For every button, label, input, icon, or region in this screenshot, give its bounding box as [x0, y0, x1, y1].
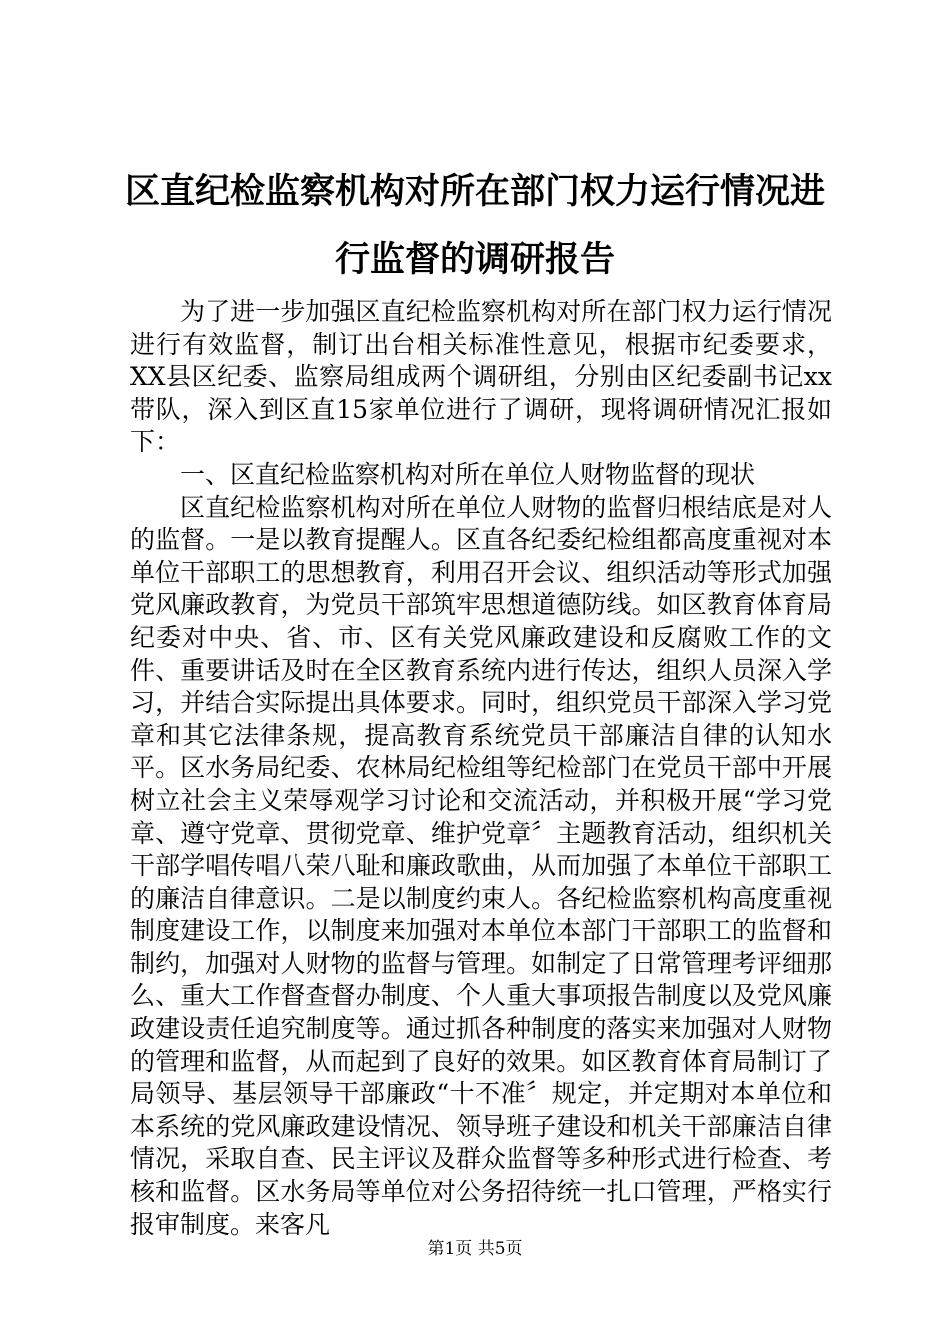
page-footer: 第1页 共5页	[427, 1239, 523, 1259]
body-paragraph: 区直纪检监察机构对所在单位人财物的监督归根结底是对人的监督。一是以教育提醒人。区直各纪委纪检组都高度重视对本单位干部职工的思想教育，利用召开会议、组织活动等形式加强党风廉政教育，为党员干部筑牢思想道德防线。如区教育体育局纪委对中央、省、市、区有关党风廉政建设和反腐败工作的文件、重要讲话及时在全区教育系统内进行传达，组织人员深入学习，并结合实际提出具体要求。同时，组织党员干部深入学习党章和其它法律条规，提高教育系统党员干部廉洁自律的认知水平。区水务局纪委、农林局纪检组等纪检部门在党员干部中开展树立社会主义荣辱观学习讨论和交流活动，并积极开展“学习党章、遵守党章、贯彻党章、维护党章〞主题教育活动，组织机关干部学唱传唱八荣八耻和廉政歌曲，从而加强了本单位干部职工的廉洁自律意识。二是以制度约束人。各纪检监察机构高度重视制度建设工作，以制度来加强对本单位本部门干部职工的监督和制约，加强对人财物的监督与管理。如制定了日常管理考评细那么、重大工作督查督办制度、个人重大事项报告制度以及党风廉政建设责任追究制度等。通过抓各种制度的落实来加强对人财物的管理和监督，从而起到了良好的效果。如区教育体育局制订了局领导、基层领导干部廉政“十不准〞规定，并定期对本单位和本系统的党风廉政建设情况、领导班子建设和机关干部廉洁自律情况，采取自查、民主评议及群众监督等多种形式进行检查、考核和监督。区水务局等单位对公务招待统一扎口管理，严格实行报审制度。来客凡	[130, 492, 832, 1239]
document-body	[130, 296, 832, 1241]
section-heading: 一、区直纪检监察机构对所在单位人财物监督的现状	[180, 459, 756, 489]
intro-paragraph: 为了进一步加强区直纪检监察机构对所在部门权力运行情况进行有效监督，制订出台相关标准性意见，根据市纪委要求，XX县区纪委、监察局组成两个调研组，分别由区纪委副书记xx带队，深入到区直15家单位进行了调研，现将调研情况汇报如下：	[130, 297, 832, 457]
document-title: 区直纪检监察机构对所在部门权力运行情况进行监督的调研报告	[124, 171, 825, 280]
